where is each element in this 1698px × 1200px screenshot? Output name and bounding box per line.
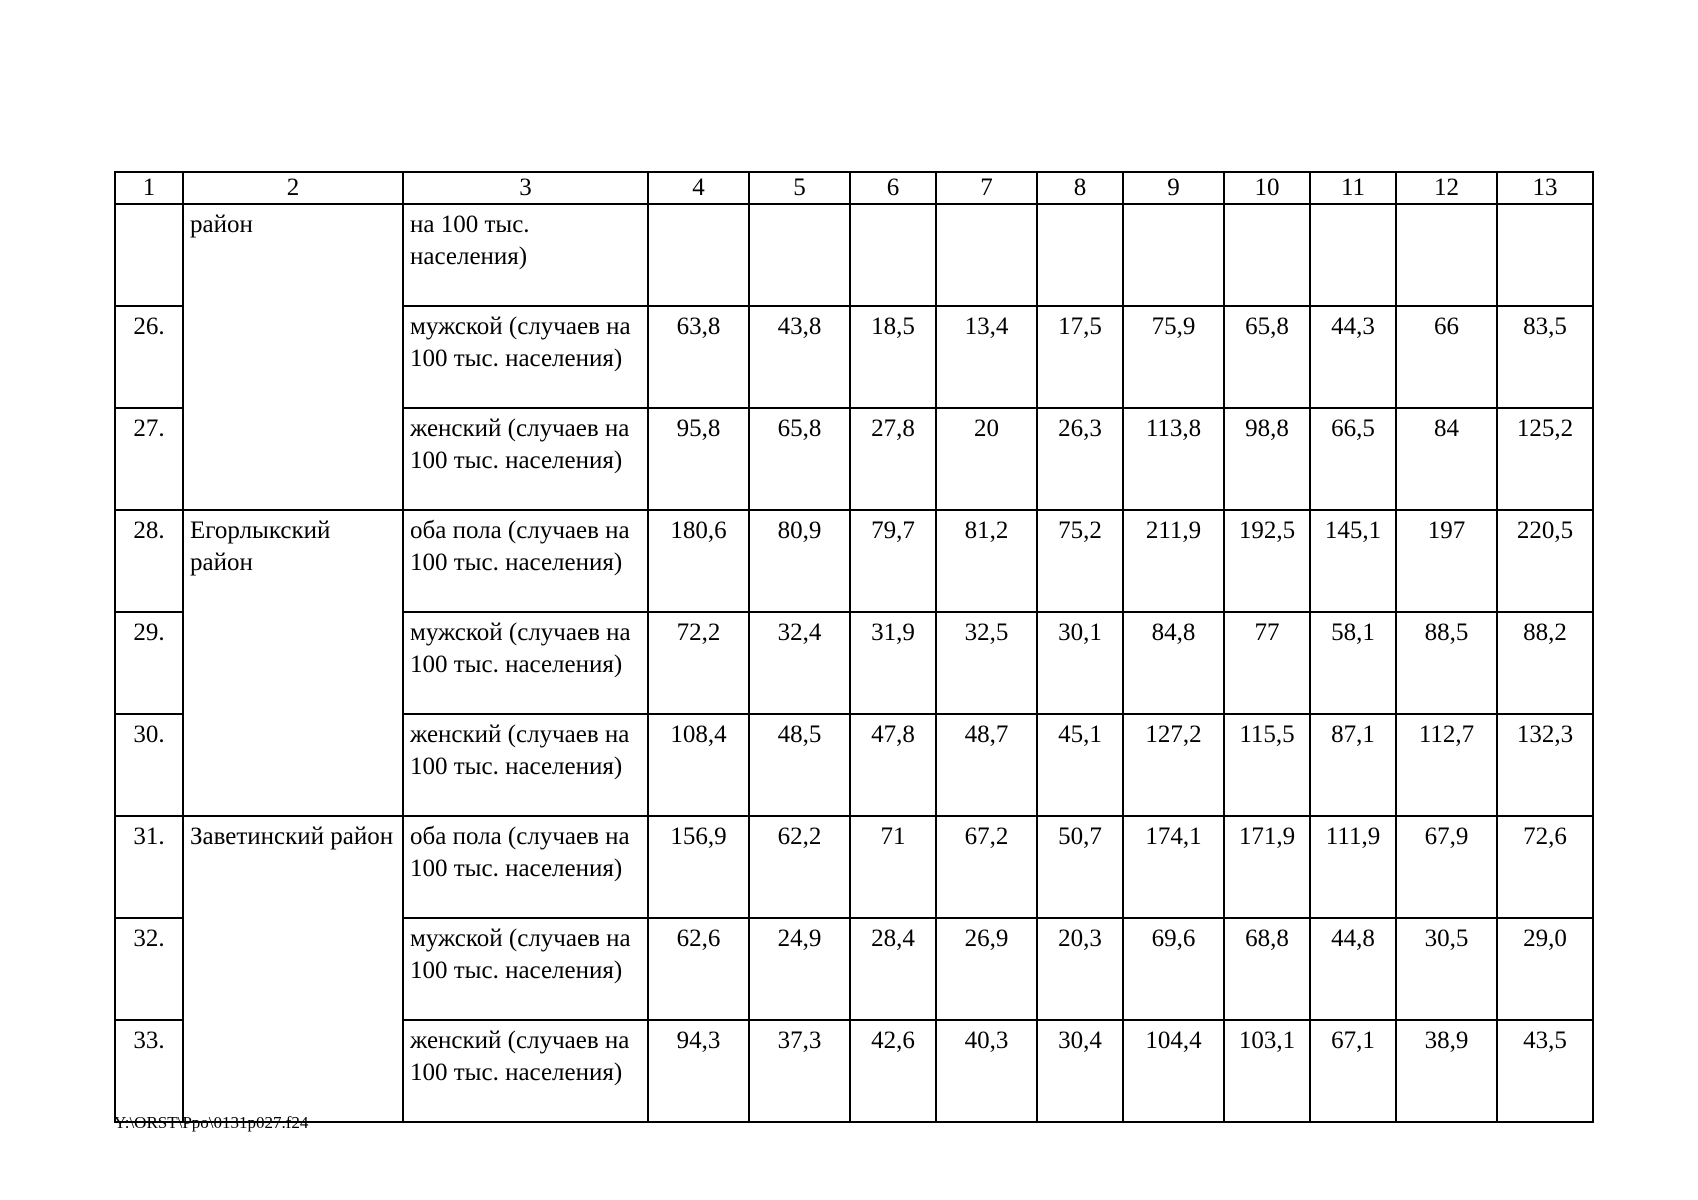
value-cell: 43,8 — [749, 306, 850, 408]
value-cell: 30,5 — [1396, 918, 1497, 1020]
value-cell: 26,3 — [1037, 408, 1123, 510]
file-path-footer: Y:\ORST\Ppo\0131p027.f24 — [114, 1113, 309, 1132]
value-cell: 72,2 — [648, 612, 749, 714]
column-number: 3 — [403, 172, 648, 204]
district-name: Егорлыкский район — [183, 510, 403, 816]
value-cell: 83,5 — [1497, 306, 1593, 408]
value-cell: 79,7 — [850, 510, 936, 612]
indicator-label: на 100 тыс. населения) — [403, 204, 648, 306]
value-cell: 62,6 — [648, 918, 749, 1020]
value-cell: 50,7 — [1037, 816, 1123, 918]
value-cell: 31,9 — [850, 612, 936, 714]
value-cell: 220,5 — [1497, 510, 1593, 612]
value-cell: 26,9 — [936, 918, 1037, 1020]
indicator-label: оба пола (случаев на 100 тыс. населения) — [403, 510, 648, 612]
column-number: 12 — [1396, 172, 1497, 204]
indicator-label: женский (случаев на 100 тыс. населения) — [403, 1020, 648, 1122]
column-number: 11 — [1310, 172, 1396, 204]
value-cell: 17,5 — [1037, 306, 1123, 408]
value-cell: 63,8 — [648, 306, 749, 408]
column-number: 5 — [749, 172, 850, 204]
table-row — [115, 510, 1593, 612]
column-number: 2 — [183, 172, 403, 204]
value-cell: 42,6 — [850, 1020, 936, 1122]
value-cell: 24,9 — [749, 918, 850, 1020]
row-number: 27. — [115, 408, 183, 510]
value-cell: 40,3 — [936, 1020, 1037, 1122]
column-number: 4 — [648, 172, 749, 204]
column-number: 6 — [850, 172, 936, 204]
value-cell: 65,8 — [1224, 306, 1310, 408]
value-cell: 44,3 — [1310, 306, 1396, 408]
value-cell — [1396, 204, 1497, 306]
value-cell: 171,9 — [1224, 816, 1310, 918]
value-cell: 28,4 — [850, 918, 936, 1020]
value-cell: 132,3 — [1497, 714, 1593, 816]
value-cell: 67,2 — [936, 816, 1037, 918]
indicator-label: мужской (случаев на 100 тыс. населения) — [403, 306, 648, 408]
value-cell: 127,2 — [1123, 714, 1224, 816]
column-number: 9 — [1123, 172, 1224, 204]
value-cell: 20,3 — [1037, 918, 1123, 1020]
column-number-row — [115, 172, 1593, 204]
statistics-table — [114, 171, 1594, 1123]
value-cell: 27,8 — [850, 408, 936, 510]
value-cell — [1497, 204, 1593, 306]
value-cell: 112,7 — [1396, 714, 1497, 816]
row-number: 26. — [115, 306, 183, 408]
row-number — [115, 204, 183, 306]
value-cell: 80,9 — [749, 510, 850, 612]
value-cell: 48,5 — [749, 714, 850, 816]
table-row — [115, 204, 1593, 306]
row-number: 28. — [115, 510, 183, 612]
value-cell: 104,4 — [1123, 1020, 1224, 1122]
value-cell: 180,6 — [648, 510, 749, 612]
value-cell: 47,8 — [850, 714, 936, 816]
value-cell: 87,1 — [1310, 714, 1396, 816]
value-cell: 75,2 — [1037, 510, 1123, 612]
value-cell: 13,4 — [936, 306, 1037, 408]
value-cell: 71 — [850, 816, 936, 918]
value-cell: 66 — [1396, 306, 1497, 408]
value-cell: 88,5 — [1396, 612, 1497, 714]
value-cell: 77 — [1224, 612, 1310, 714]
column-number: 1 — [115, 172, 183, 204]
row-number: 30. — [115, 714, 183, 816]
value-cell: 48,7 — [936, 714, 1037, 816]
indicator-label: мужской (случаев на 100 тыс. населения) — [403, 612, 648, 714]
value-cell: 98,8 — [1224, 408, 1310, 510]
district-name: район — [183, 204, 403, 510]
value-cell: 43,5 — [1497, 1020, 1593, 1122]
value-cell: 75,9 — [1123, 306, 1224, 408]
value-cell: 32,5 — [936, 612, 1037, 714]
value-cell — [749, 204, 850, 306]
value-cell: 115,5 — [1224, 714, 1310, 816]
value-cell: 88,2 — [1497, 612, 1593, 714]
district-name: Заветинский район — [183, 816, 403, 1122]
value-cell — [1310, 204, 1396, 306]
value-cell: 145,1 — [1310, 510, 1396, 612]
value-cell: 197 — [1396, 510, 1497, 612]
value-cell: 95,8 — [648, 408, 749, 510]
value-cell — [1123, 204, 1224, 306]
value-cell: 81,2 — [936, 510, 1037, 612]
row-number: 31. — [115, 816, 183, 918]
value-cell: 84 — [1396, 408, 1497, 510]
value-cell: 62,2 — [749, 816, 850, 918]
value-cell: 30,1 — [1037, 612, 1123, 714]
row-number: 29. — [115, 612, 183, 714]
value-cell: 113,8 — [1123, 408, 1224, 510]
value-cell — [1037, 204, 1123, 306]
indicator-label: оба пола (случаев на 100 тыс. населения) — [403, 816, 648, 918]
value-cell: 38,9 — [1396, 1020, 1497, 1122]
table-row — [115, 816, 1593, 918]
value-cell: 108,4 — [648, 714, 749, 816]
table-body — [115, 172, 1593, 1122]
value-cell: 44,8 — [1310, 918, 1396, 1020]
value-cell: 192,5 — [1224, 510, 1310, 612]
column-number: 10 — [1224, 172, 1310, 204]
indicator-label: женский (случаев на 100 тыс. населения) — [403, 408, 648, 510]
value-cell: 103,1 — [1224, 1020, 1310, 1122]
value-cell — [936, 204, 1037, 306]
value-cell: 72,6 — [1497, 816, 1593, 918]
row-number: 32. — [115, 918, 183, 1020]
value-cell: 37,3 — [749, 1020, 850, 1122]
column-number: 13 — [1497, 172, 1593, 204]
value-cell: 32,4 — [749, 612, 850, 714]
value-cell: 65,8 — [749, 408, 850, 510]
value-cell — [1224, 204, 1310, 306]
column-number: 8 — [1037, 172, 1123, 204]
value-cell: 156,9 — [648, 816, 749, 918]
value-cell: 67,9 — [1396, 816, 1497, 918]
indicator-label: женский (случаев на 100 тыс. населения) — [403, 714, 648, 816]
value-cell: 30,4 — [1037, 1020, 1123, 1122]
row-number: 33. — [115, 1020, 183, 1122]
value-cell: 174,1 — [1123, 816, 1224, 918]
value-cell — [850, 204, 936, 306]
value-cell: 29,0 — [1497, 918, 1593, 1020]
value-cell: 68,8 — [1224, 918, 1310, 1020]
value-cell: 94,3 — [648, 1020, 749, 1122]
value-cell: 58,1 — [1310, 612, 1396, 714]
value-cell: 84,8 — [1123, 612, 1224, 714]
value-cell: 66,5 — [1310, 408, 1396, 510]
value-cell: 45,1 — [1037, 714, 1123, 816]
value-cell — [648, 204, 749, 306]
value-cell: 111,9 — [1310, 816, 1396, 918]
value-cell: 125,2 — [1497, 408, 1593, 510]
value-cell: 20 — [936, 408, 1037, 510]
indicator-label: мужской (случаев на 100 тыс. населения) — [403, 918, 648, 1020]
value-cell: 18,5 — [850, 306, 936, 408]
column-number: 7 — [936, 172, 1037, 204]
value-cell: 69,6 — [1123, 918, 1224, 1020]
value-cell: 67,1 — [1310, 1020, 1396, 1122]
value-cell: 211,9 — [1123, 510, 1224, 612]
